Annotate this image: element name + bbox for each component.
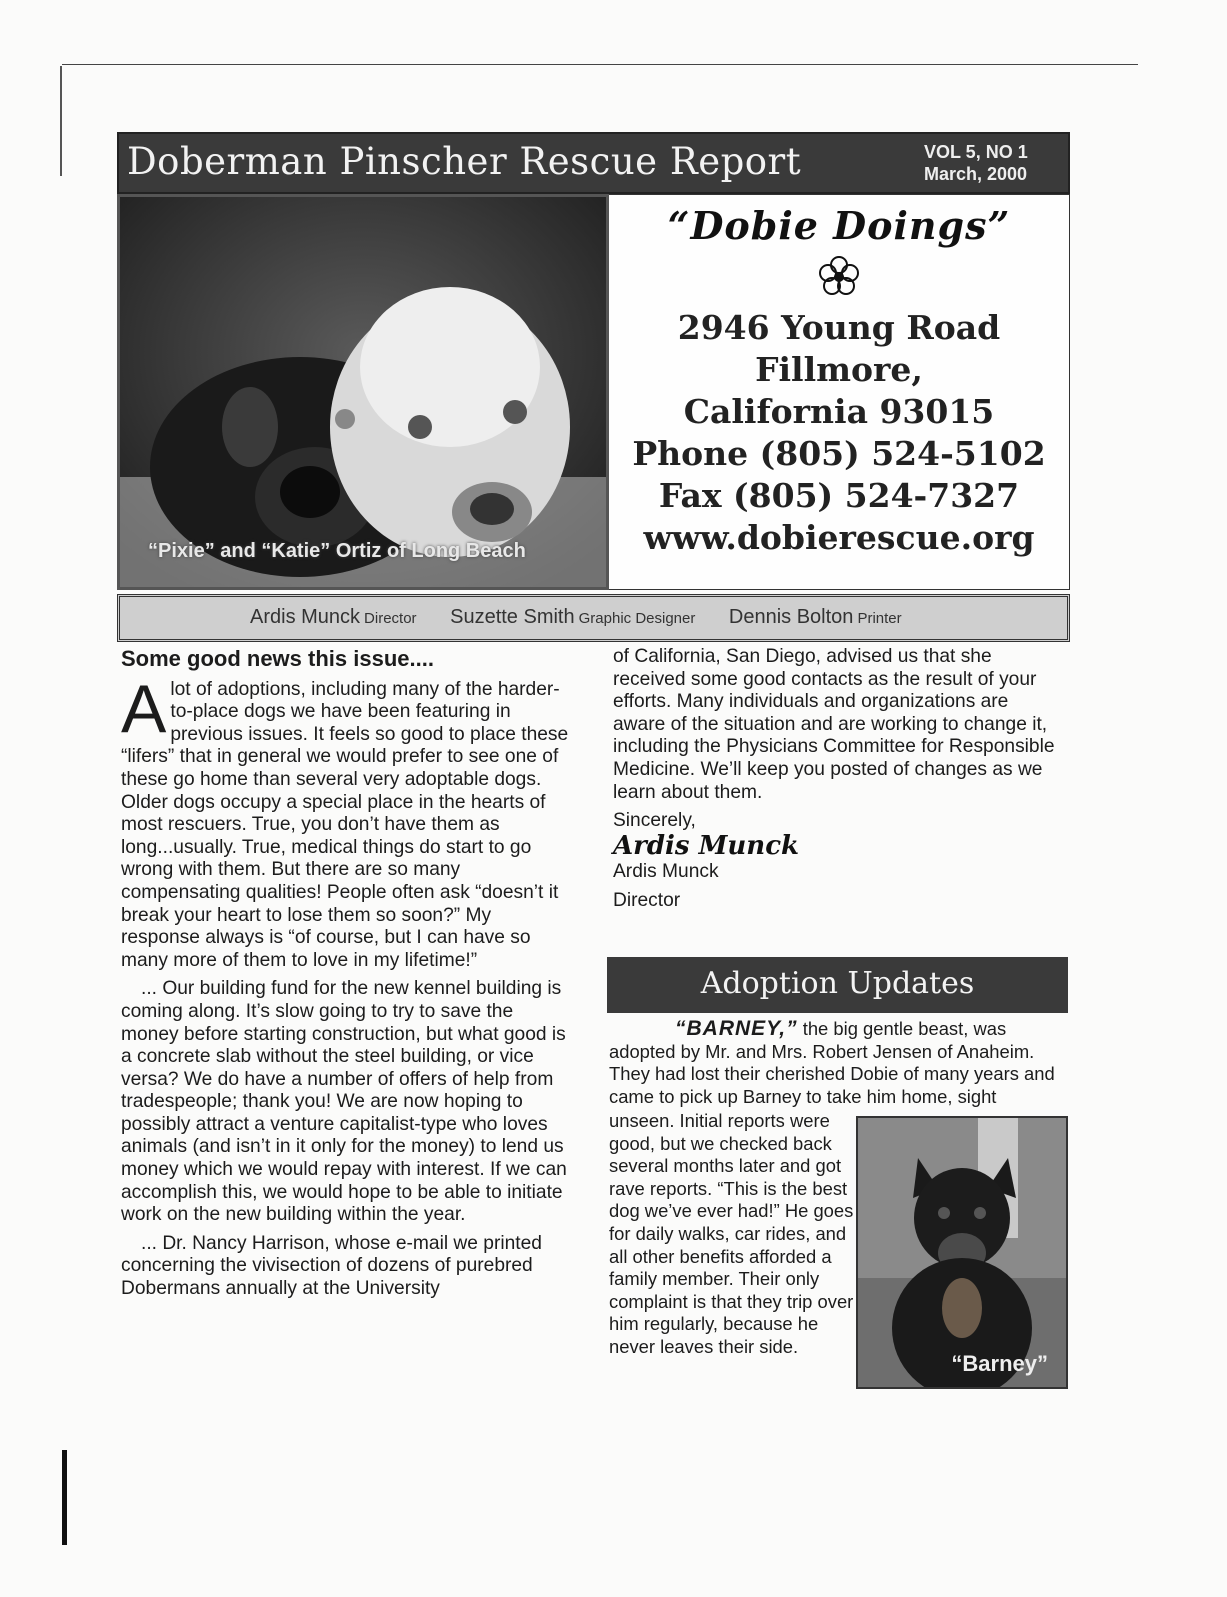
credit-role: Director — [364, 610, 417, 627]
article-paragraph-4: of California, San Diego, advised us that she received some good contacts as the result of your efforts. Many individuals and organizations are aware of the situation and are working to change it, including the Physicians Committee for Responsible Medicine. We’ll keep you posted of changes as we learn about them. — [613, 646, 1055, 803]
fax-number: Fax (805) 524-7327 — [658, 476, 1020, 515]
city: Fillmore, — [755, 350, 923, 389]
website-url: www.dobierescue.org — [643, 518, 1035, 557]
credit-name: Dennis Bolton — [728, 606, 854, 628]
cover-photo — [117, 194, 609, 590]
masthead — [117, 132, 1070, 194]
article-headline: Some good news this issue.... — [121, 646, 434, 671]
adoption-updates-header: Adoption Updates — [607, 957, 1068, 1013]
dogs-photo-illustration — [120, 197, 606, 587]
phone-number: Phone (805) 524-5102 — [632, 434, 1046, 473]
cover-photo-caption: “Pixie” and “Katie” Ortiz of Long Beach — [148, 540, 526, 562]
closing: Sincerely, — [613, 810, 696, 832]
credit-name: Suzette Smith — [450, 606, 575, 628]
issue-info — [924, 141, 1028, 185]
article-column-right — [613, 646, 1065, 913]
page-top-rule — [62, 64, 1138, 65]
scan-edge-mark — [60, 66, 62, 176]
barney-intro — [609, 1018, 1067, 1108]
barney-photo-illustration — [858, 1118, 1066, 1387]
street-address: 2946 Young Road — [677, 308, 1001, 347]
volume-number: VOL 5, NO 1 — [924, 142, 1028, 162]
barney-photo-caption: “Barney” — [951, 1351, 1048, 1376]
article-column-left — [121, 648, 569, 1307]
barney-story: unseen. Initial reports were good, but we checked back several months later and got rave reports. “This is the best dog we’ve ever had!” He goes for daily walks, car rides, and all other benefits afforded a family member. Their only complaint is that they trip over him regularly, because he never leaves their side. — [609, 1110, 854, 1357]
article-paragraph-2: ... Our building fund for the new kennel building is coming along. It’s slow going to try to save the money before starting construction, but what good is a concrete slab without the steel building, or vice versa? We do have a number of offers of help from tradespeople; thank you! We are now hoping to possibly attract a venture capitalist-type who loves animals (and isn’t in it only for the money) to lend us money which we would repay with interest. If we can accomplish this, we would hope to be able to initiate work on the new building within the year. — [121, 978, 567, 1226]
contact-box — [609, 194, 1070, 590]
dobie-doings-banner: “Dobie Doings” — [667, 203, 1011, 248]
barney-photo — [856, 1116, 1068, 1389]
paragraph-text: lot of adoptions, including many of the harder-to-place dogs we have been featuring in previous issues. It feels so good to place these “lifers” that in general we would prefer to see one of these go home than several very adoptable dogs. Older dogs occupy a special place in the hearts of most rescuers. True, you don’t have them as long...usually. True, medical things do start to go wrong with them. But there are so many compensating qualities! People often ask “doesn’t it break your heart to lose them so soon?” My response always is “of course, but I can have so many more of them to love in my lifetime!” — [121, 678, 569, 971]
flower-icon — [817, 254, 861, 298]
state-zip: California 93015 — [683, 392, 995, 431]
newsletter-title: Doberman Pinscher Rescue Report — [127, 140, 802, 183]
barney-intro-text: the big gentle beast, was adopted by Mr. and Mrs. Robert Jensen of Anaheim. They had lost their cherished Dobie of many years and came to pick up Barney to take him home, sight — [609, 1018, 1055, 1107]
handwritten-signature: Ardis Munck — [613, 830, 800, 861]
article-paragraph-3: ... Dr. Nancy Harrison, whose e-mail we printed concerning the vivisection of dozens of purebred Dobermans annually at the University — [121, 1232, 542, 1300]
article-paragraph-1 — [121, 670, 569, 973]
drop-cap: A — [121, 670, 167, 747]
credit-role: Graphic Designer — [578, 610, 696, 627]
barney-name: “BARNEY,” — [675, 1017, 798, 1040]
scan-edge-mark-bottom — [62, 1450, 67, 1545]
signer-title: Director — [613, 889, 681, 911]
staff-credits-bar — [117, 594, 1070, 642]
issue-date: March, 2000 — [924, 164, 1028, 184]
signer-name: Ardis Munck — [613, 861, 719, 883]
credit-name: Ardis Munck — [250, 606, 361, 628]
credit-role: Printer — [857, 610, 902, 627]
